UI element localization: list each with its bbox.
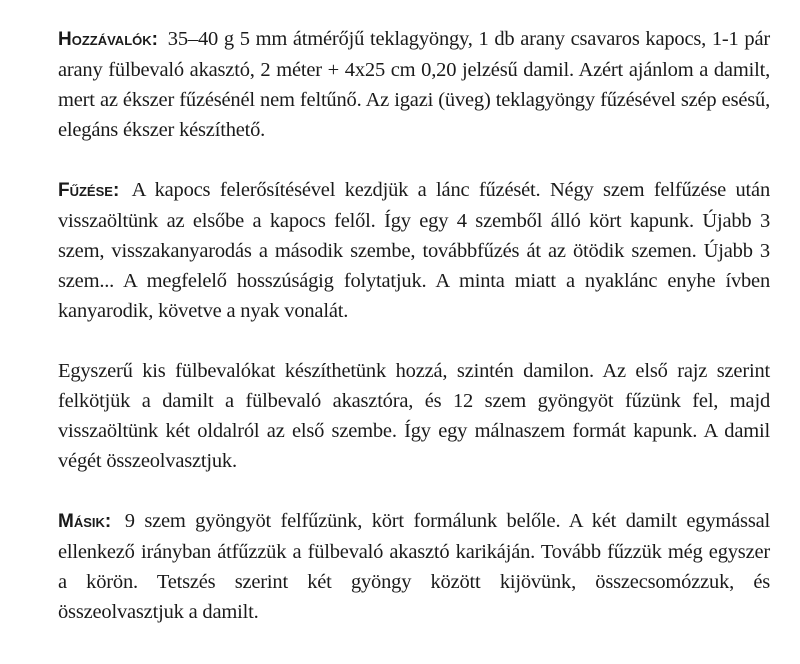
ingredients-text: 35–40 g 5 mm átmérőjű teklagyöngy, 1 db arany csavaros kapocs, 1-1 pár arany fülbevaló akasztó, 2 méter + 4x25 cm 0,20 jelzésű damil. Azért ajánlom a damilt, mert az ékszer fűzésénél nem feltűnő. Az igazi (üveg) teklagyöngy fűzésével szép esésű, elegáns ékszer készíthető. <box>58 28 770 141</box>
alternative-label: Másik: <box>58 511 112 532</box>
stringing-text: A kapocs felerősítésével kezdjük a lánc fűzését. Négy szem felfűzése után visszaöltünk az elsőbe a kapocs felől. Így egy 4 szemből álló kört kapunk. Újabb 3 szem, visszakanyarodás a második szembe, továbbfűzés át az ötödik szemen. Újabb 3 szem... A megfelelő hosszúságig folytatjuk. A minta miatt a nyaklánc enyhe ívben kanyarodik, követve a nyak vonalát. <box>58 179 770 322</box>
alternative-paragraph <box>58 506 770 627</box>
document-page <box>58 24 770 627</box>
ingredients-label: Hozzávalók: <box>58 29 158 50</box>
ingredients-paragraph <box>58 24 770 145</box>
earrings-paragraph <box>58 356 770 476</box>
alternative-text: 9 szem gyöngyöt felfűzünk, kört formálunk belőle. A két damilt egymással ellenkező irányban átfűzzük a fülbevaló akasztó karikáján. Tovább fűzzük még egyszer a körön. Tetszés szerint két gyöngy között kijövünk, összecsomózzuk, és összeolvasztjuk a damilt. <box>58 510 770 623</box>
stringing-paragraph <box>58 175 770 326</box>
earrings-text: Egyszerű kis fülbevalókat készíthetünk hozzá, szintén damilon. Az első rajz szerint felkötjük a damilt a fülbevaló akasztóra, és 12 szem gyöngyöt fűzünk fel, majd visszaöltünk két oldalról az első szembe. Így egy málnaszem formát kapunk. A damil végét összeolvasztjuk. <box>58 360 770 472</box>
stringing-label: Fűzése: <box>58 180 120 201</box>
